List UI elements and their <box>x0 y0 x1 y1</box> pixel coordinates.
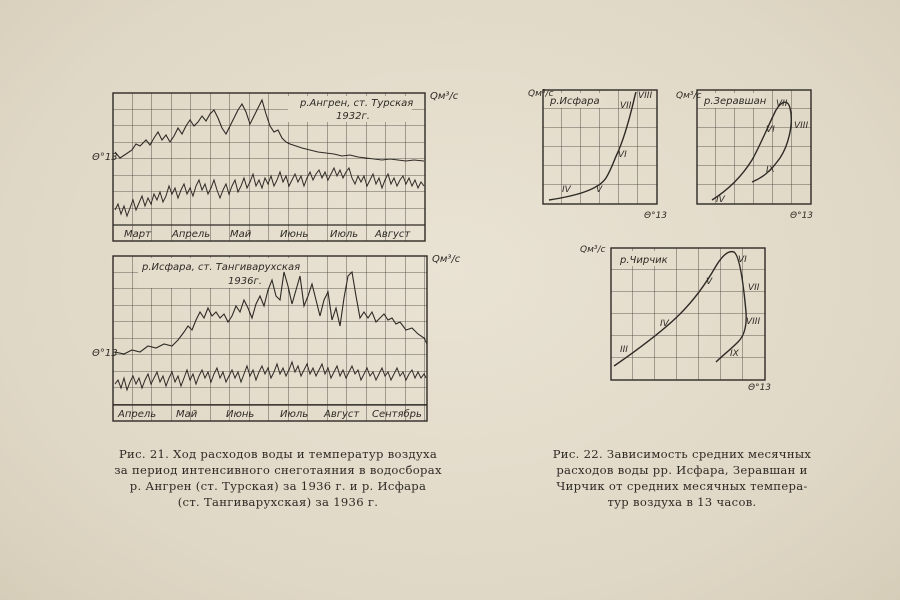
fig22-zeravshan-t-axis-label: Θ°13 <box>790 211 814 221</box>
caption-line: за период интенсивного снеготаяния в водосборах <box>114 463 442 477</box>
fig21-bottom-year-label: 1936г. <box>228 276 262 287</box>
month-label: VIII <box>638 91 653 101</box>
month-label: VII <box>748 283 760 293</box>
month-label: Август <box>375 229 411 240</box>
month-label: V <box>706 277 713 287</box>
fig21-bottom-station-label: р.Исфара, ст. Тангиварухская <box>142 262 301 273</box>
figure-21-caption <box>88 446 468 510</box>
figure-22-caption <box>526 446 838 510</box>
month-label: III <box>620 345 628 355</box>
fig22-isfara-title: р.Исфара <box>550 96 600 107</box>
fig22-zeravshan-chart <box>676 90 813 221</box>
caption-line: расходов воды рр. Исфара, Зеравшан и <box>556 463 808 477</box>
month-label: Сентябрь <box>372 409 422 420</box>
month-label: IX <box>730 349 739 359</box>
fig21-bottom-chart <box>92 254 461 421</box>
caption-line: Рис. 21. Ход расходов воды и температур воздуха <box>118 447 438 461</box>
fig21-top-chart <box>92 91 459 241</box>
fig21-top-year-label: 1932г. <box>336 111 370 122</box>
caption-line: (ст. Тангиварухская) за 1936 г. <box>177 495 379 509</box>
fig22-zeravshan-title: р.Зеравшан <box>704 96 767 107</box>
month-label: IX <box>766 165 775 175</box>
month-label: IV <box>660 319 669 329</box>
fig22-isfara-t-axis-label: Θ°13 <box>644 211 668 221</box>
month-label: Март <box>124 229 151 240</box>
month-label: VII <box>620 101 632 111</box>
month-label: VIII <box>746 317 761 327</box>
fig22-chirchik-t-axis-label: Θ°13 <box>748 383 772 393</box>
caption-line: Чирчик от средних месячных темпера- <box>556 479 808 493</box>
fig22-zeravshan-q-axis-label: Qм³/с <box>676 91 702 101</box>
fig21-bottom-q-axis-label: Qм³/с <box>432 254 461 265</box>
fig21-top-q-axis-label: Qм³/с <box>430 91 459 102</box>
month-label: VII <box>776 99 788 109</box>
month-label: IV <box>562 185 571 195</box>
fig22-chirchik-grid <box>611 248 765 380</box>
month-label: VI <box>738 255 747 265</box>
month-label: Май <box>176 409 198 420</box>
month-label: Июль <box>280 409 309 420</box>
month-label: Июнь <box>226 409 255 420</box>
caption-line: р. Ангрен (ст. Турская) за 1936 г. и р. Исфара <box>129 479 427 493</box>
fig22-isfara-chart <box>528 89 667 221</box>
month-label: VI <box>766 125 775 135</box>
fig22-chirchik-q-axis-label: Qм³/с <box>580 245 606 255</box>
fig22-chirchik-title: р.Чирчик <box>620 255 668 266</box>
month-label: Июль <box>330 229 359 240</box>
fig22-isfara-q-axis-label: Qм³/с <box>528 89 554 99</box>
fig21-bottom-t-axis-label: Θ°13 <box>92 348 118 359</box>
month-label: Май <box>230 229 252 240</box>
month-label: VI <box>618 150 627 160</box>
month-label: IV <box>716 195 725 205</box>
month-label: Июнь <box>280 229 309 240</box>
fig21-top-station-label: р.Ангрен, ст. Турская <box>300 98 414 109</box>
month-label: Апрель <box>172 229 211 240</box>
month-label: V <box>596 185 603 195</box>
month-label: Апрель <box>118 409 157 420</box>
month-label: VIII <box>794 121 809 131</box>
fig22-chirchik-chart <box>580 245 771 393</box>
caption-line: тур воздуха в 13 часов. <box>607 495 757 509</box>
caption-line: Рис. 22. Зависимость средних месячных <box>552 447 812 461</box>
month-label: Август <box>324 409 360 420</box>
fig21-top-t-axis-label: Θ°13 <box>92 152 118 163</box>
